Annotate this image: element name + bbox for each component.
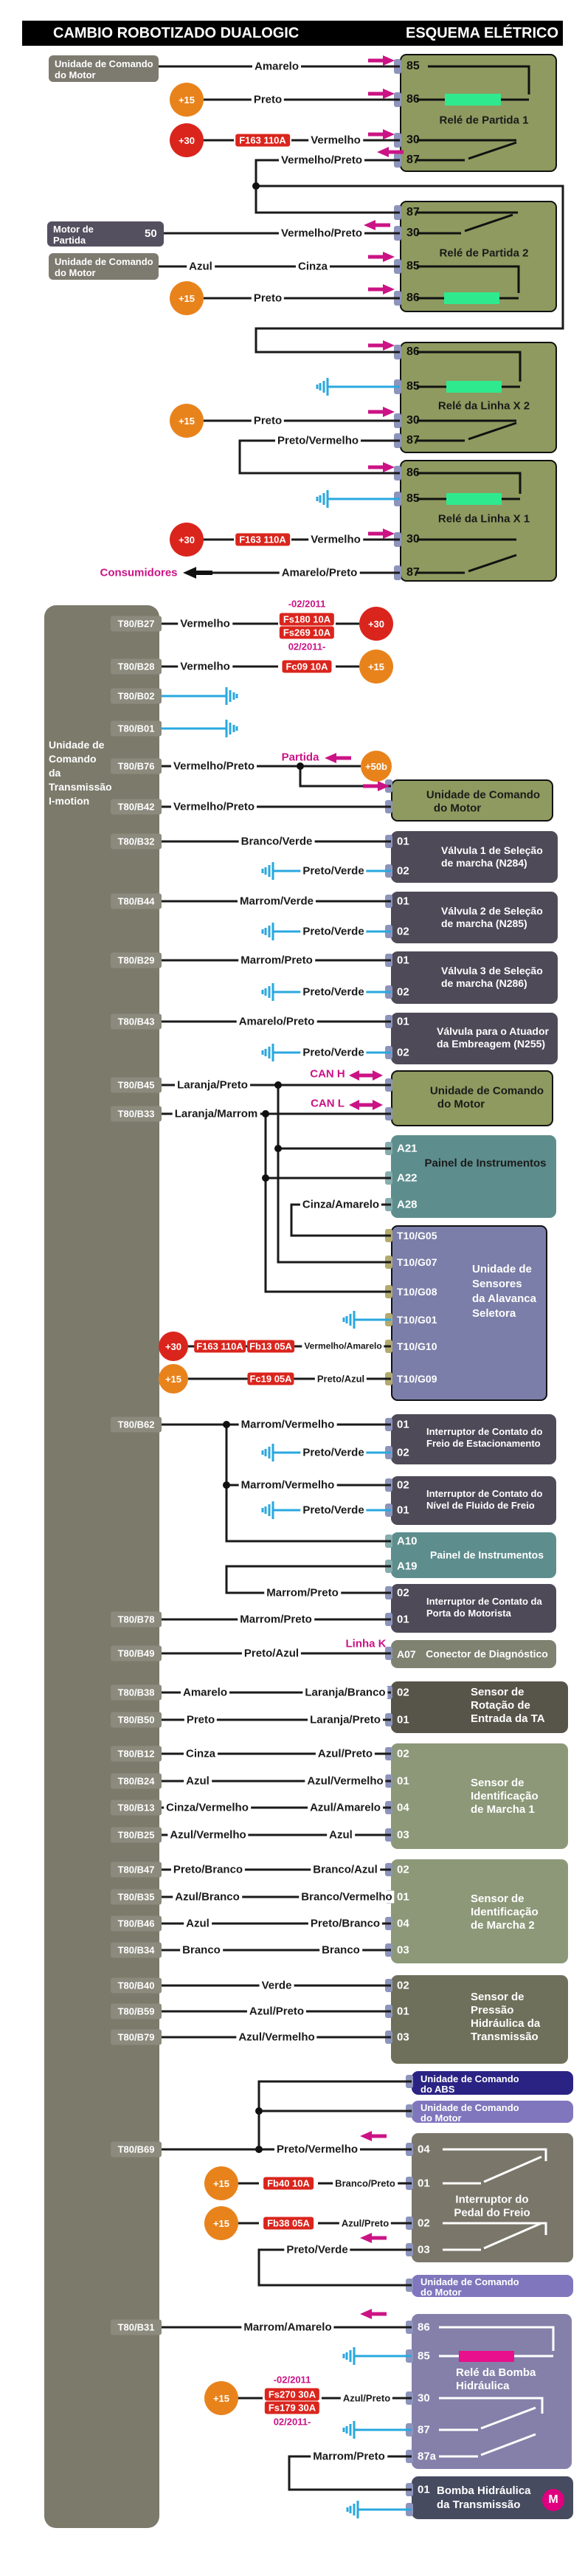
relayx1-pin-85: 85 bbox=[406, 492, 420, 505]
wire-label: Marrom/Verde bbox=[238, 895, 316, 908]
valve2-label2: de marcha (N285) bbox=[441, 917, 527, 929]
pressao-label3: Hidráulica da bbox=[471, 2017, 541, 2030]
wire-label: Vermelho bbox=[178, 618, 232, 630]
valve1-pin-01: 01 bbox=[397, 835, 409, 848]
t10-pin-g07: T10/G07 bbox=[397, 1256, 437, 1268]
fuse-date-before: -02/2011 bbox=[273, 2374, 311, 2386]
wire-label: Marrom/Preto bbox=[238, 1614, 314, 1626]
ecu-motor-6-label: Unidade de Comando bbox=[420, 2276, 519, 2287]
valve2-pin-01: 01 bbox=[397, 895, 409, 908]
wire-label: Preto/Vermelho bbox=[275, 435, 361, 447]
valve3-label: Válvula 3 de Seleção bbox=[441, 965, 543, 977]
marcha1-label: Sensor de bbox=[471, 1777, 525, 1789]
supply-15-x2: +15 bbox=[170, 404, 204, 438]
t10-pin-g09: T10/G09 bbox=[397, 1373, 437, 1385]
wire-label: Branco/Azul bbox=[311, 1864, 380, 1876]
tcu-pin-b38: T80/B38 bbox=[111, 1685, 162, 1701]
tcu-title2: Comando bbox=[49, 753, 97, 765]
pedal-pin-01: 01 bbox=[418, 2177, 430, 2190]
wire-label: Azul/Preto bbox=[247, 2005, 306, 2018]
pedal-pin-04: 04 bbox=[418, 2143, 430, 2156]
ecu-abs-label2: do ABS bbox=[420, 2084, 455, 2095]
wire-label: Preto bbox=[184, 1714, 217, 1726]
wire-label: Vermelho/Preto bbox=[279, 154, 364, 167]
porta-pin-01: 01 bbox=[397, 1613, 409, 1626]
tcu-pin-b59: T80/B59 bbox=[111, 2004, 162, 2019]
valve1-label2: de marcha (N284) bbox=[441, 857, 527, 869]
wire-label: Preto/Azul bbox=[242, 1647, 301, 1660]
marcha1-label3: de Marcha 1 bbox=[471, 1803, 535, 1816]
wire-label: Azul/Amarelo bbox=[308, 1802, 383, 1814]
tcu-pin-b34: T80/B34 bbox=[111, 1943, 162, 1958]
tcu-pin-b25: T80/B25 bbox=[111, 1828, 162, 1843]
relay1-pin-87: 87 bbox=[406, 154, 420, 166]
pedal-title: Interruptor do bbox=[455, 2193, 529, 2206]
wire-label: Preto/Branco bbox=[171, 1864, 245, 1876]
supply-15-g09: +15 bbox=[159, 1364, 188, 1394]
wire-label: Azul bbox=[187, 261, 215, 273]
page-subtitle: ESQUEMA ELÉTRICO bbox=[406, 25, 559, 41]
wire-label: Verde bbox=[260, 1980, 294, 1992]
supply-50b: +50b bbox=[361, 751, 392, 782]
motor-partida-pin-50: 50 bbox=[145, 227, 157, 240]
rele-bomba-pin-87a: 87a bbox=[418, 2450, 437, 2463]
tcu-pin-b31: T80/B31 bbox=[111, 2320, 162, 2335]
wire-label: Preto bbox=[252, 292, 284, 305]
relayx1-pin-87: 87 bbox=[406, 566, 420, 579]
fuse-fs269: Fs269 10A bbox=[280, 627, 334, 639]
consumidores-label: Consumidores bbox=[97, 567, 179, 579]
wire-label: Azul/Preto bbox=[339, 2217, 391, 2230]
marcha2-label: Sensor de bbox=[471, 1893, 525, 1905]
sensores-label2: Sensores bbox=[472, 1278, 522, 1290]
ecu-motor-1-label2: do Motor bbox=[55, 69, 96, 80]
tcu-pin-b13: T80/B13 bbox=[111, 1800, 162, 1816]
wire-label: Marrom/Amarelo bbox=[241, 2321, 333, 2334]
embreagem-pin-02: 02 bbox=[397, 1046, 409, 1059]
ecu-motor-3-label: Unidade de Comando bbox=[426, 788, 541, 802]
tcu-title3: da bbox=[49, 767, 61, 779]
fuse-f163-x1: F163 110A bbox=[235, 534, 290, 546]
tcu-pin-b44: T80/B44 bbox=[111, 894, 162, 909]
painel1-pin-a28: A28 bbox=[397, 1198, 418, 1211]
wire-label: Marrom/Vermelho bbox=[239, 1479, 337, 1492]
wire-label: Marrom/Preto bbox=[238, 954, 315, 967]
consumidores-arrow-icon bbox=[183, 567, 212, 579]
wire-label: Branco bbox=[180, 1944, 223, 1957]
pedal-title2: Pedal do Freio bbox=[454, 2206, 530, 2219]
tcu-pin-b35: T80/B35 bbox=[111, 1890, 162, 1905]
wire-label: Cinza bbox=[296, 261, 330, 273]
wire-label: Preto/Verde bbox=[300, 986, 366, 999]
ecu-motor-5-label: Unidade de Comando bbox=[420, 2102, 519, 2113]
motor-partida-label2: Partida bbox=[53, 235, 86, 246]
fuse-fb38: Fb38 05A bbox=[263, 2217, 314, 2230]
tcu-pin-b69: T80/B69 bbox=[111, 2142, 162, 2157]
tcu-pin-b24: T80/B24 bbox=[111, 1774, 162, 1789]
relay2-pin-87: 87 bbox=[406, 206, 420, 218]
wire-label: Cinza/Vermelho bbox=[164, 1802, 251, 1814]
valve3-pin-02: 02 bbox=[397, 985, 409, 999]
ecu-motor-5-label2: do Motor bbox=[420, 2112, 462, 2124]
supply-15-r1: +15 bbox=[170, 83, 204, 117]
wire-label: Amarelo bbox=[252, 61, 301, 73]
supply-15-r2: +15 bbox=[170, 281, 204, 315]
marcha1-label2: Identificação bbox=[471, 1790, 539, 1802]
supply-15-bomba: +15 bbox=[204, 2381, 238, 2415]
wire-label: Marrom/Preto bbox=[264, 1587, 341, 1599]
painel1-pin-a22: A22 bbox=[397, 1171, 418, 1185]
tcu-pin-b32: T80/B32 bbox=[111, 834, 162, 850]
page-title: CAMBIO ROBOTIZADO DUALOGIC bbox=[53, 25, 300, 41]
tcu-pin-b76: T80/B76 bbox=[111, 759, 162, 774]
rele-bomba-pin-87: 87 bbox=[418, 2423, 430, 2436]
can-h-label: CAN H bbox=[310, 1067, 345, 1081]
estac-pin-02: 02 bbox=[397, 1446, 409, 1459]
tcu-pin-b49: T80/B49 bbox=[111, 1646, 162, 1661]
wire-label: Marrom/Vermelho bbox=[239, 1419, 337, 1431]
embreagem-label2: da Embreagem (N255) bbox=[437, 1038, 546, 1050]
sensores-label3: da Alavanca bbox=[472, 1292, 536, 1305]
supply-30-x1: +30 bbox=[170, 523, 204, 557]
wire-label: Preto bbox=[252, 415, 284, 427]
t10-pin-g08: T10/G08 bbox=[397, 1286, 437, 1298]
rotacao-pin-01: 01 bbox=[397, 1713, 409, 1726]
wire-label: Azul/Vermelho bbox=[167, 1829, 248, 1842]
can-l-label: CAN L bbox=[311, 1097, 345, 1110]
tcu-pin-b27: T80/B27 bbox=[111, 616, 162, 632]
ecu-motor-2-label2: do Motor bbox=[55, 267, 96, 278]
tcu-pin-b42: T80/B42 bbox=[111, 799, 162, 815]
t10-pin-g10: T10/G10 bbox=[397, 1340, 437, 1352]
diag-title: Conector de Diagnóstico bbox=[426, 1647, 548, 1660]
porta-label: Interruptor de Contato da bbox=[426, 1596, 542, 1607]
junction-dots bbox=[223, 182, 304, 2153]
painel2-title: Painel de Instrumentos bbox=[429, 1549, 544, 1561]
wire-label: Preto/Verde bbox=[300, 865, 366, 878]
tcu-pin-b43: T80/B43 bbox=[111, 1014, 162, 1030]
relayx1-title: Relé da Linha X 1 bbox=[437, 512, 530, 526]
valve2-pin-02: 02 bbox=[397, 925, 409, 938]
motor-partida-label: Motor de bbox=[53, 224, 94, 235]
estac-pin-01: 01 bbox=[397, 1418, 409, 1431]
sensores-label: Unidade de bbox=[472, 1263, 532, 1275]
estacionamento-label2: Freio de Estacionamento bbox=[426, 1438, 541, 1449]
fluido-label2: Nível de Fluido de Freio bbox=[426, 1500, 535, 1511]
relayx2-pin-30: 30 bbox=[406, 414, 420, 427]
wire-label: Preto/Verde bbox=[300, 1447, 366, 1459]
supply-30-b27: +30 bbox=[359, 607, 393, 641]
embreagem-pin-01: 01 bbox=[397, 1015, 409, 1028]
wire-label: Preto/Verde bbox=[300, 1504, 366, 1517]
tcu-title: Unidade de bbox=[49, 739, 105, 751]
wire-label: Preto/Branco bbox=[308, 1918, 382, 1930]
wire-label: Vermelho/Preto bbox=[171, 801, 257, 813]
fuse-f163-g10: F163 110A bbox=[194, 1340, 246, 1353]
wire-label: Cinza bbox=[184, 1748, 218, 1760]
pressao-pin-01: 01 bbox=[397, 2005, 409, 2018]
relayx2-title: Relé da Linha X 2 bbox=[437, 399, 530, 413]
linha-k-label: Linha K bbox=[345, 1637, 387, 1650]
ecu-motor-1-label: Unidade de Comando bbox=[55, 58, 153, 69]
motor-m-icon: M bbox=[542, 2489, 564, 2511]
marcha2-pin-03: 03 bbox=[397, 1943, 409, 1957]
wire-label: Azul bbox=[327, 1829, 355, 1842]
wire-label: Azul bbox=[184, 1775, 212, 1788]
t10-pin-g01: T10/G01 bbox=[397, 1314, 437, 1326]
fuse-fb40: Fb40 10A bbox=[263, 2177, 314, 2190]
pressao-pin-03: 03 bbox=[397, 2031, 409, 2044]
wire-label: Amarelo/Preto bbox=[280, 567, 360, 579]
fuse-fc19: Fc19 05A bbox=[247, 1373, 294, 1385]
wire-label: Branco/Preto bbox=[333, 2177, 398, 2190]
embreagem-label: Válvula para o Atuador bbox=[437, 1025, 549, 1037]
ecu-motor-4-label2: do Motor bbox=[437, 1098, 485, 1111]
bomba-label2: da Transmissão bbox=[437, 2498, 521, 2511]
partida-label: Partida bbox=[281, 751, 319, 764]
pressao-label4: Transmissão bbox=[471, 2031, 539, 2043]
wire-label: Azul/Branco bbox=[173, 1891, 242, 1904]
tcu-pin-b50: T80/B50 bbox=[111, 1712, 162, 1728]
fluido-pin-01: 01 bbox=[397, 1504, 409, 1517]
ecu-motor-4-label: Unidade de Comando bbox=[429, 1084, 544, 1098]
marcha2-pin-04: 04 bbox=[397, 1917, 409, 1930]
marcha1-pin-01: 01 bbox=[397, 1774, 409, 1788]
marcha2-pin-01: 01 bbox=[397, 1890, 409, 1904]
supply-15-fb40: +15 bbox=[204, 2166, 238, 2200]
relay2-pin-85: 85 bbox=[406, 260, 420, 272]
relay2-pin-86: 86 bbox=[406, 292, 420, 304]
valve1-label: Válvula 1 de Seleção bbox=[441, 844, 543, 856]
valve3-label2: de marcha (N286) bbox=[441, 977, 527, 989]
tcu-pin-b46: T80/B46 bbox=[111, 1916, 162, 1932]
rotacao-pin-02: 02 bbox=[397, 1686, 409, 1699]
relay1-title: Relé de Partida 1 bbox=[439, 114, 529, 127]
wire-label: Branco/Vermelho bbox=[299, 1891, 394, 1904]
wire-label: Laranja/Marrom bbox=[173, 1108, 260, 1120]
relay1-pin-85: 85 bbox=[406, 60, 420, 72]
relayx2-pin-86: 86 bbox=[406, 345, 420, 358]
ecu-motor-3-label2: do Motor bbox=[433, 802, 482, 815]
wire-label: Vermelho/Amarelo bbox=[302, 1340, 384, 1353]
wire-label: Preto/Azul bbox=[315, 1373, 367, 1385]
marcha1-pin-02: 02 bbox=[397, 1747, 409, 1760]
painel1-pin-a21: A21 bbox=[397, 1142, 418, 1155]
wire-label: Marrom/Preto bbox=[311, 2451, 387, 2463]
fluido-label: Interruptor de Contato do bbox=[426, 1488, 543, 1499]
sensores-label4: Seletora bbox=[472, 1307, 516, 1320]
wire-label: Amarelo/Preto bbox=[237, 1016, 317, 1028]
tcu-pin-b28: T80/B28 bbox=[111, 659, 162, 675]
tcu-pin-b62: T80/B62 bbox=[111, 1417, 162, 1433]
bomba-label: Bomba Hidráulica bbox=[437, 2484, 531, 2497]
tcu-pin-b29: T80/B29 bbox=[111, 953, 162, 968]
wire-label: Vermelho bbox=[178, 661, 232, 673]
pressao-label2: Pressão bbox=[471, 2004, 514, 2017]
tcu-pin-b47: T80/B47 bbox=[111, 1862, 162, 1878]
wire-label: Preto/Verde bbox=[300, 1047, 366, 1059]
fuse-date-before: -02/2011 bbox=[288, 598, 326, 610]
rotacao-label2: Rotação de bbox=[471, 1699, 530, 1712]
tcu-title4: Transmissão bbox=[49, 781, 112, 793]
diag-pin-a07: A07 bbox=[397, 1648, 416, 1660]
marcha2-pin-02: 02 bbox=[397, 1863, 409, 1876]
marcha1-pin-03: 03 bbox=[397, 1828, 409, 1842]
marcha1-pin-04: 04 bbox=[397, 1801, 409, 1814]
relay2-pin-30: 30 bbox=[406, 227, 420, 239]
wire-label: Amarelo bbox=[181, 1687, 229, 1699]
wire-label: Preto/Verde bbox=[284, 2244, 350, 2256]
supply-30-g10: +30 bbox=[159, 1332, 188, 1361]
t10-pin-g05: T10/G05 bbox=[397, 1230, 437, 1241]
wire-label: Vermelho/Preto bbox=[279, 227, 364, 240]
relayx1-pin-86: 86 bbox=[406, 466, 420, 479]
wire-label: Vermelho bbox=[308, 134, 363, 147]
valve1-pin-02: 02 bbox=[397, 864, 409, 878]
estacionamento-label: Interruptor de Contato do bbox=[426, 1426, 543, 1437]
rele-bomba-label: Relé da Bomba bbox=[456, 2366, 536, 2379]
supply-15-b28: +15 bbox=[359, 650, 393, 683]
tcu-pin-b02: T80/B02 bbox=[111, 689, 162, 704]
pressao-label: Sensor de bbox=[471, 1991, 525, 2003]
tcu-pin-b12: T80/B12 bbox=[111, 1746, 162, 1762]
wire-label: Preto/Verde bbox=[300, 926, 366, 938]
fuse-fs179: Fs179 30A bbox=[265, 2402, 319, 2414]
wire-label: Vermelho bbox=[308, 534, 363, 546]
relayx2-pin-87: 87 bbox=[406, 434, 420, 447]
valve3-pin-01: 01 bbox=[397, 954, 409, 967]
wire-label: Vermelho/Preto bbox=[171, 760, 257, 773]
fuse-date-after: 02/2011- bbox=[273, 2416, 311, 2428]
tcu-pin-b78: T80/B78 bbox=[111, 1612, 162, 1628]
relayx2-pin-85: 85 bbox=[406, 380, 420, 393]
bomba-pin-01: 01 bbox=[418, 2483, 430, 2496]
relayx1-pin-30: 30 bbox=[406, 533, 420, 545]
tcu-title5: I-motion bbox=[49, 795, 90, 807]
rele-bomba-pin-85: 85 bbox=[418, 2349, 430, 2363]
rotacao-label3: Entrada da TA bbox=[471, 1712, 545, 1725]
rotacao-label: Sensor de bbox=[471, 1686, 525, 1698]
tcu-pin-b45: T80/B45 bbox=[111, 1078, 162, 1093]
fuse-fc09: Fc09 10A bbox=[282, 661, 331, 673]
wire-label: Cinza/Amarelo bbox=[300, 1199, 381, 1211]
wire-label: Azul bbox=[184, 1918, 212, 1930]
pedal-pin-02: 02 bbox=[418, 2217, 430, 2230]
ecu-abs-label: Unidade de Comando bbox=[420, 2073, 519, 2084]
marcha2-label2: Identificação bbox=[471, 1906, 539, 1918]
wire-label: Laranja/Branco bbox=[302, 1687, 387, 1699]
wire-label: Laranja/Preto bbox=[308, 1714, 383, 1726]
ground-wires bbox=[162, 387, 412, 2510]
pressao-pin-02: 02 bbox=[397, 1979, 409, 1992]
wire-label: Azul/Preto bbox=[316, 1748, 375, 1760]
ecu-motor-6-label2: do Motor bbox=[420, 2287, 462, 2298]
ecu-motor-2-label: Unidade de Comando bbox=[55, 256, 153, 267]
wire-label: Laranja/Preto bbox=[175, 1079, 250, 1092]
painel2-pin-a10: A10 bbox=[397, 1535, 418, 1548]
fuse-fs180: Fs180 10A bbox=[280, 613, 334, 626]
porta-pin-02: 02 bbox=[397, 1586, 409, 1599]
tcu-pin-b33: T80/B33 bbox=[111, 1106, 162, 1122]
painel2-pin-a19: A19 bbox=[397, 1560, 418, 1573]
relay2-title: Relé de Partida 2 bbox=[439, 247, 529, 260]
wire-label: Azul/Vermelho bbox=[236, 2031, 316, 2044]
fuse-fb13: Fb13 05A bbox=[247, 1340, 294, 1353]
wire-label: Preto bbox=[252, 94, 284, 106]
porta-label2: Porta do Motorista bbox=[426, 1608, 511, 1619]
tcu-pin-b79: T80/B79 bbox=[111, 2030, 162, 2045]
relay1-pin-30: 30 bbox=[406, 134, 420, 146]
wire-label: Branco/Verde bbox=[239, 836, 315, 848]
fuse-date-after: 02/2011- bbox=[288, 641, 326, 652]
fuse-fs270: Fs270 30A bbox=[265, 2389, 319, 2401]
wire-label: Branco bbox=[319, 1944, 362, 1957]
marcha2-label3: de Marcha 2 bbox=[471, 1919, 535, 1932]
valve2-label: Válvula 2 de Seleção bbox=[441, 905, 543, 917]
relay1-pin-86: 86 bbox=[406, 93, 420, 106]
rele-bomba-label2: Hidráulica bbox=[456, 2380, 510, 2392]
fluido-pin-02: 02 bbox=[397, 1478, 409, 1492]
wire-label: Preto/Vermelho bbox=[274, 2143, 360, 2156]
wire-label: Azul/Preto bbox=[341, 2392, 392, 2405]
painel1-title: Painel de Instrumentos bbox=[424, 1157, 547, 1170]
wire-label: Azul/Vermelho bbox=[305, 1775, 385, 1788]
rele-bomba-pin-86: 86 bbox=[418, 2321, 430, 2334]
supply-30-r1: +30 bbox=[170, 123, 204, 157]
supply-15-fb38: +15 bbox=[204, 2206, 238, 2240]
rele-bomba-pin-30: 30 bbox=[418, 2391, 430, 2405]
fuse-f163-r1: F163 110A bbox=[235, 134, 290, 147]
pedal-pin-03: 03 bbox=[418, 2243, 430, 2256]
tcu-pin-b40: T80/B40 bbox=[111, 1978, 162, 1994]
tcu-pin-b01: T80/B01 bbox=[111, 721, 162, 737]
